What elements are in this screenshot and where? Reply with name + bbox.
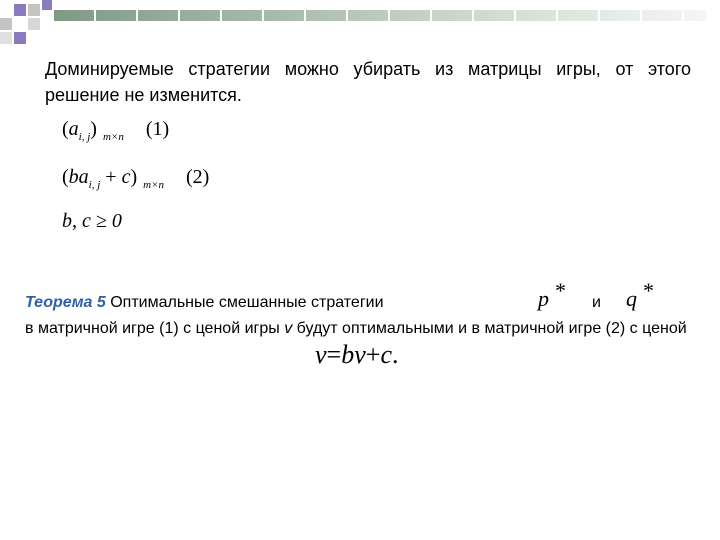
theorem-line1: Оптимальные смешанные стратегии — [110, 294, 384, 311]
theorem-title: Теорема 5 — [25, 294, 106, 311]
deco-square-gray-1 — [28, 4, 40, 16]
formula-constraint: b, c ≥ 0 — [62, 210, 122, 232]
theorem-body1: в матричной игре (1) с ценой игры — [25, 320, 280, 337]
deco-square-purple-2 — [42, 0, 52, 10]
formula-transformed-matrix: $(ba_{i, j} + c)$ $_{m\times n}$ (2) — [62, 166, 210, 191]
theorem-and: и — [592, 294, 601, 311]
theorem-body2: будут оптимальными и в матричной игре (2) с ценой — [296, 320, 687, 337]
formula-label-2: (2) — [186, 166, 210, 188]
formula-game-matrix: $(a_{i, j})$ $_{m\times n}$ (1) — [62, 118, 170, 143]
strategy-q: q * — [626, 278, 654, 311]
strategy-p: p * — [538, 278, 566, 311]
deco-square-purple-3 — [14, 32, 26, 44]
theorem-block — [25, 290, 691, 342]
header-gradient-bar — [54, 10, 706, 21]
formula-label-1: (1) — [145, 118, 170, 140]
intro-paragraph: Доминируемые стратегии можно убирать из матрицы игры, от этого решение не изменится. — [45, 59, 691, 105]
deco-square-gray-4 — [0, 32, 12, 44]
deco-square-gray-3 — [28, 18, 40, 30]
deco-square-purple-1 — [14, 4, 26, 16]
theorem-v: v — [284, 320, 293, 337]
value-formula: v=bv+c. — [315, 340, 399, 369]
deco-square-gray-2 — [0, 18, 12, 30]
